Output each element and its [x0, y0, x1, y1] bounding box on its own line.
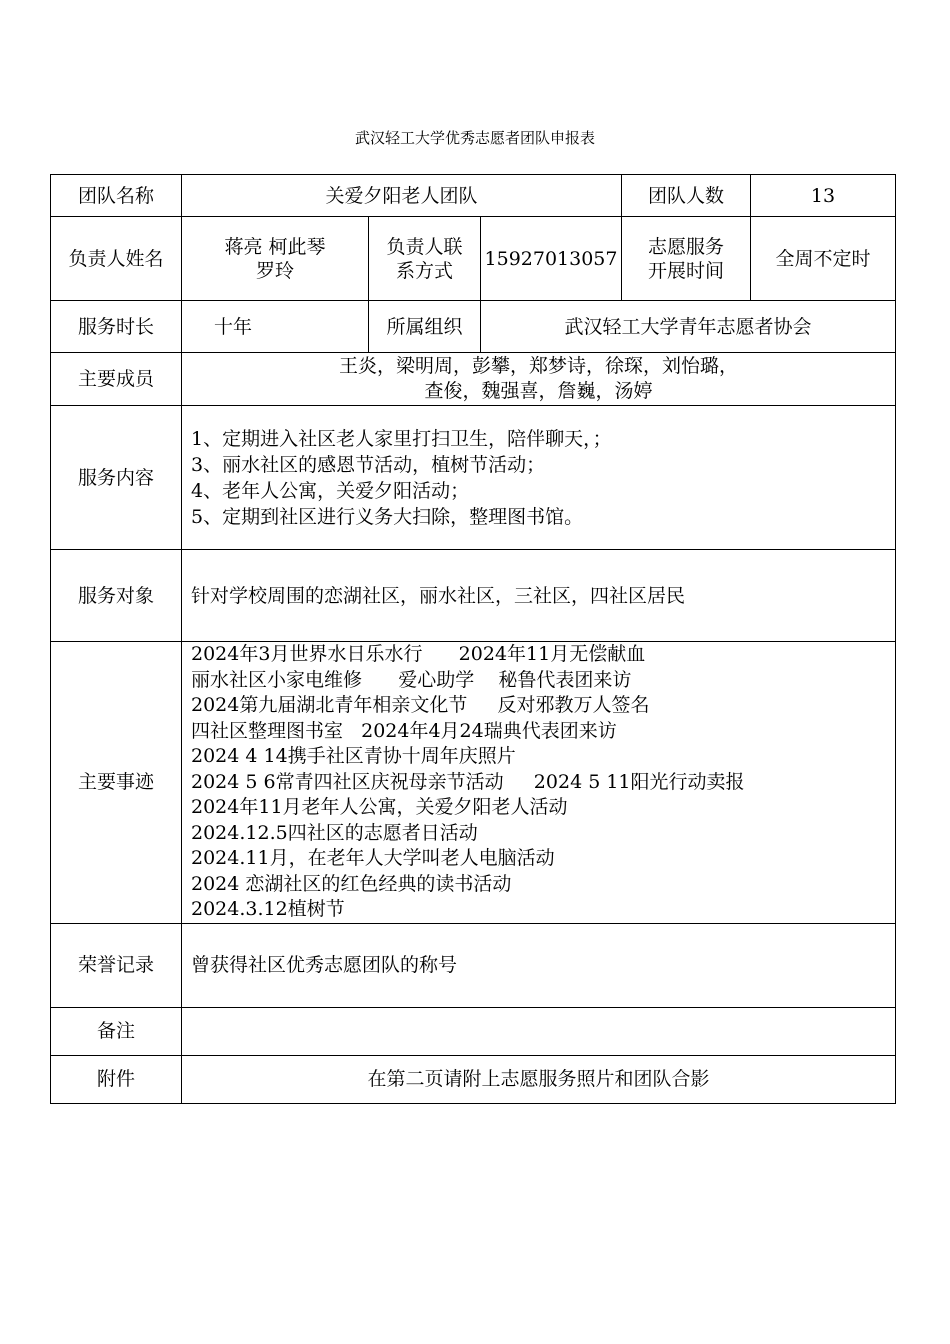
contact-label-line-2: 系方式 — [395, 259, 453, 282]
deeds-label: 主要事迹 — [51, 642, 182, 924]
row-targets — [51, 550, 896, 642]
row-remarks — [51, 1007, 896, 1055]
service-time-label-line-2: 开展时间 — [648, 259, 725, 282]
leader-names-line-2: 罗玲 — [255, 259, 294, 282]
services-cell — [182, 406, 896, 550]
attachment-label: 附件 — [51, 1055, 182, 1103]
service-item: 4、老年人公寓，关爱夕阳活动； — [191, 479, 470, 502]
service-item: 5、定期到社区进行义务大扫除，整理图书馆。 — [191, 505, 584, 528]
remarks-label: 备注 — [51, 1007, 182, 1055]
application-form-table — [50, 174, 896, 1104]
leader-names-line-1: 蒋亮 柯此琴 — [224, 235, 326, 258]
deed-item: 2024.11月，在老年人大学叫老人电脑活动 — [191, 847, 555, 869]
deed-item: 2024年3月世界水日乐水行 2024年11月无偿献血 — [191, 643, 646, 665]
service-item: 1、定期进入社区老人家里打扫卫生，陪伴聊天，； — [191, 427, 612, 450]
team-size-value: 13 — [751, 175, 896, 217]
members-cell — [182, 353, 896, 406]
deed-item: 四社区整理图书室 2024年4月24瑞典代表团来访 — [191, 719, 617, 742]
document-title: 武汉轻工大学优秀志愿者团队申报表 — [354, 129, 595, 147]
targets-label: 服务对象 — [51, 550, 182, 642]
row-leader — [51, 217, 896, 301]
team-name-label: 团队名称 — [51, 175, 182, 217]
row-honors — [51, 923, 896, 1007]
remarks-value — [182, 1007, 896, 1055]
service-time-label-line-1: 志愿服务 — [648, 235, 725, 258]
row-team-name — [51, 175, 896, 217]
team-size-label: 团队人数 — [622, 175, 751, 217]
deed-item: 2024第九届湖北青年相亲文化节 反对邪教万人签名 — [191, 694, 650, 716]
members-line-2: 查俊，魏强喜，詹巍，汤婷 — [424, 380, 653, 402]
service-time-label-cell — [622, 217, 751, 301]
deed-item: 2024 恋湖社区的红色经典的读书活动 — [191, 872, 512, 895]
row-members — [51, 353, 896, 406]
contact-label-cell — [369, 217, 481, 301]
service-item: 3、丽水社区的感恩节活动，植树节活动； — [191, 453, 546, 476]
deed-item: 丽水社区小家电维修 爱心助学 秘鲁代表团来访 — [191, 668, 632, 691]
team-name-value: 关爱夕阳老人团队 — [182, 175, 622, 217]
deed-item: 2024.3.12植树节 — [191, 898, 345, 920]
attachment-value: 在第二页请附上志愿服务照片和团队合影 — [182, 1055, 896, 1103]
deed-item: 2024 5 6常青四社区庆祝母亲节活动 2024 5 11阳光行动卖报 — [191, 770, 745, 793]
org-value: 武汉轻工大学青年志愿者协会 — [481, 301, 896, 353]
service-time-value: 全周不定时 — [751, 217, 896, 301]
duration-value: 十年 — [182, 301, 369, 353]
duration-label: 服务时长 — [51, 301, 182, 353]
leader-label: 负责人姓名 — [51, 217, 182, 301]
members-line-1: 王炎，梁明周，彭攀，郑梦诗，徐琛，刘怡璐， — [339, 355, 739, 377]
deed-item: 2024年11月老年人公寓，关爱夕阳老人活动 — [191, 796, 568, 818]
services-label: 服务内容 — [51, 406, 182, 550]
row-duration — [51, 301, 896, 353]
row-attachment — [51, 1055, 896, 1103]
leader-names-cell — [182, 217, 369, 301]
contact-value: 15927013057 — [481, 217, 622, 301]
honors-value: 曾获得社区优秀志愿团队的称号 — [182, 923, 896, 1007]
deed-item: 2024.12.5四社区的志愿者日活动 — [191, 821, 478, 844]
row-deeds — [51, 642, 896, 924]
org-label: 所属组织 — [369, 301, 481, 353]
row-services — [51, 406, 896, 550]
deed-item: 2024 4 14携手社区青协十周年庆照片 — [191, 745, 516, 767]
contact-label-line-1: 负责人联 — [386, 235, 463, 258]
targets-value: 针对学校周围的恋湖社区，丽水社区，三社区，四社区居民 — [182, 550, 896, 642]
deeds-cell — [182, 642, 896, 924]
members-label: 主要成员 — [51, 353, 182, 406]
honors-label: 荣誉记录 — [51, 923, 182, 1007]
